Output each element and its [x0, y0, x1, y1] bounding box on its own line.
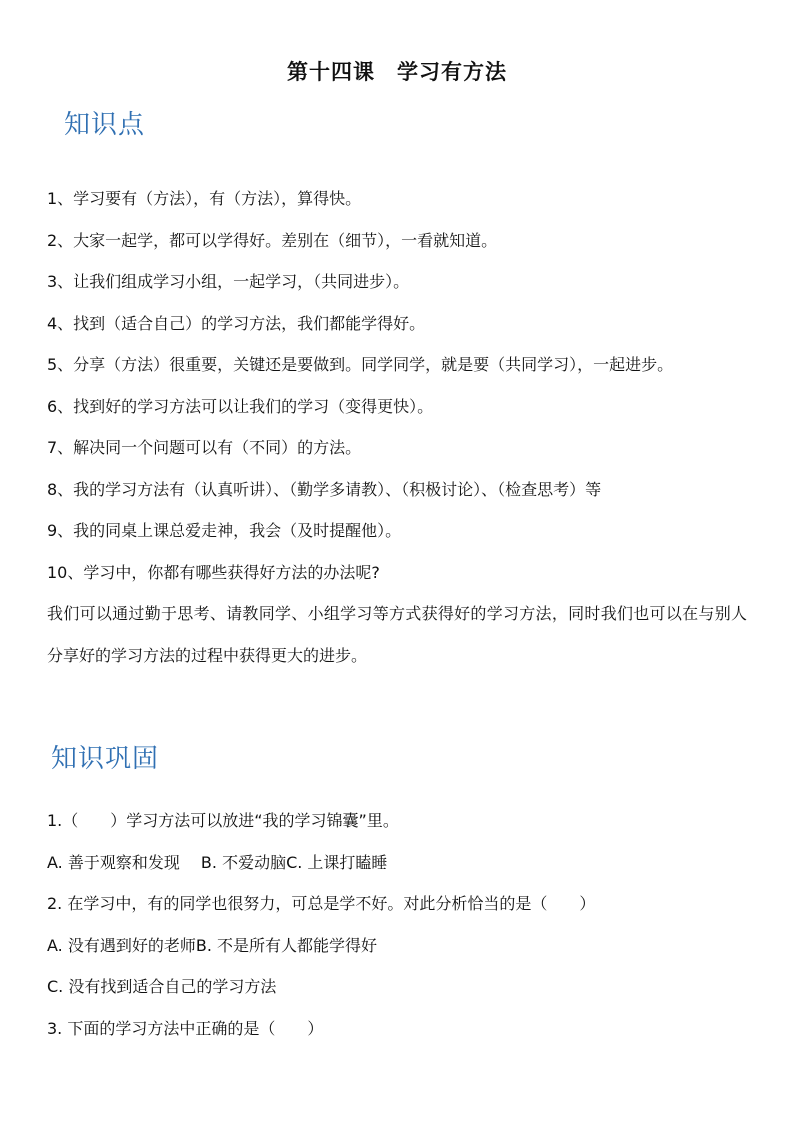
- knowledge-points-list: [47, 178, 747, 676]
- exercise-1-options: A. 善于观察和发现 B. 不爱动脑C. 上课打瞌睡: [47, 852, 388, 872]
- knowledge-point-8: 8、我的学习方法有（认真听讲）、（勤学多请教）、（积极讨论）、（检查思考）等: [47, 479, 602, 499]
- exercise-2-options-ab: A. 没有遇到好的老师B. 不是所有人都能学得好: [47, 935, 377, 955]
- knowledge-point-2: 2、大家一起学，都可以学得好。差别在（细节），一看就知道。: [47, 230, 498, 250]
- knowledge-point-9: 9、我的同桌上课总爱走神，我会（及时提醒他）。: [47, 521, 402, 540]
- knowledge-point-6: 6、找到好的学习方法可以让我们的学习（变得更快）。: [47, 396, 434, 416]
- lesson-title: 第十四课 学习有方法: [287, 59, 507, 84]
- section-heading-knowledge-points: 知识点: [64, 110, 146, 140]
- consolidation-exercises: [47, 800, 747, 1049]
- knowledge-point-5: 5、分享（方法）很重要，关键还是要做到。同学同学，就是要（共同学习），一起进步。: [47, 355, 674, 374]
- knowledge-point-1: 1、学习要有（方法），有（方法），算得快。: [47, 189, 362, 208]
- exercise-2-option-c: C. 没有找到适合自己的学习方法: [47, 977, 277, 996]
- knowledge-point-7: 7、解决同一个问题可以有（不同）的方法。: [47, 438, 362, 457]
- knowledge-point-3: 3、让我们组成学习小组，一起学习，（共同进步）。: [47, 272, 410, 291]
- knowledge-point-4: 4、找到（适合自己）的学习方法，我们都能学得好。: [47, 313, 426, 333]
- exercise-3-question: 3. 下面的学习方法中正确的是（ ）: [47, 1018, 324, 1038]
- exercise-1-question: 1.（ ）学习方法可以放进“我的学习锦囊”里。: [47, 811, 399, 830]
- exercise-2-question: 2. 在学习中，有的同学也很努力，可总是学不好。对此分析恰当的是（ ）: [47, 894, 596, 913]
- knowledge-point-10: 10、学习中，你都有哪些获得好方法的办法呢?: [47, 562, 380, 582]
- knowledge-point-answer: 我们可以通过勤于思考、请教同学、小组学习等方式获得好的学习方法，同时我们也可以在与别人分享好的学习方法的过程中获得更大的进步。: [47, 604, 747, 665]
- section-heading-consolidation: 知识巩固: [51, 744, 160, 774]
